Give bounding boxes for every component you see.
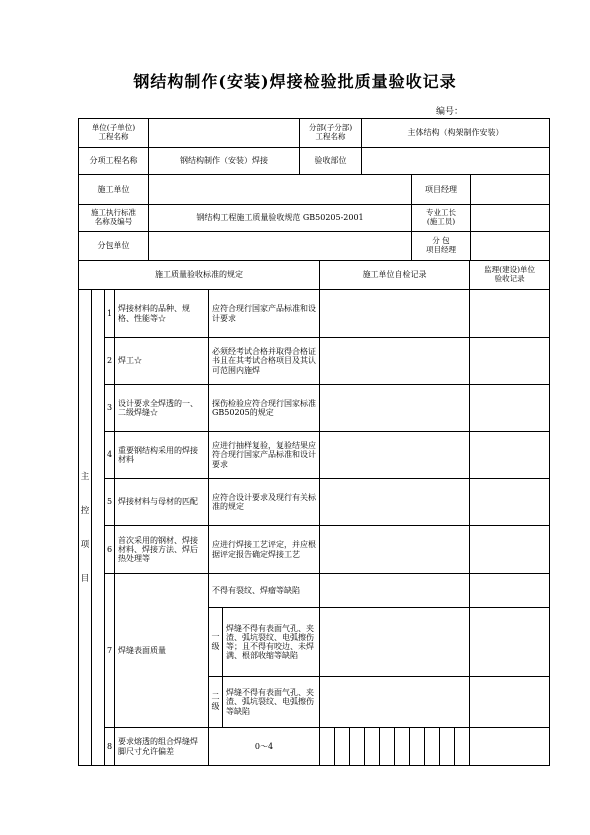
measure-cell[interactable] [365,728,380,766]
item-requirement: 应符合设计要求及现行有关标准的规定 [209,479,320,526]
item-no: 4 [105,432,115,479]
item-no: 3 [105,385,115,432]
grade-2-label: 二 级 [209,677,223,728]
item-name: 首次采用的钢材、焊接材料、焊接方法、焊后热处理等 [115,526,209,574]
main-control-char-4: 目 [80,573,90,584]
sub-manager-label: 分 包 项目经理 [412,232,471,261]
item-requirement: 必须经考试合格并取得合格证书且在其考试合格项目及其认可范围内施焊 [209,338,320,385]
grade-2-self-check[interactable] [320,677,470,728]
acceptance-part-value[interactable] [362,148,550,175]
item-supervisor[interactable] [470,479,550,526]
item-requirement: 不得有裂纹、焊瘤等缺陷 [209,574,320,608]
item-name: 设计要求全焊透的一、二级焊缝☆ [115,385,209,432]
item-name: 焊缝表面质量 [115,574,209,728]
grade-1-label: 一 级 [209,608,223,677]
measure-cell[interactable] [440,728,455,766]
page-title: 钢结构制作(安装)焊接检验批质量验收记录 [133,72,457,91]
standard-value[interactable]: 钢结构工程施工质量验收规范 GB50205-2001 [149,205,412,232]
subitem-name-label: 分项工程名称 [79,148,149,175]
item-name: 焊接材料与母材的匹配 [115,479,209,526]
standard-label: 施工执行标准 名称及编号 [79,205,149,232]
project-manager-label: 项目经理 [412,175,471,205]
grade-1-requirement: 焊缝不得有表面气孔、夹渣、弧坑裂纹、电弧擦伤等；且不得有咬边、未焊满、根部收缩等缺陷 [223,608,320,677]
item-requirement: 应进行焊接工艺评定，并应根据评定报告确定焊接工艺 [209,526,320,574]
division-name-label: 分部(子分部) 工程名称 [300,119,362,148]
item-name: 焊接材料的品种、规格、性能等☆ [115,290,209,338]
grade-2-requirement: 焊缝不得有表面气孔、夹渣、弧坑裂纹、电弧擦伤等缺陷 [223,677,320,728]
item-requirement: 探伤检验应符合现行国家标准GB50205的规定 [209,385,320,432]
standard-column-header: 施工质量验收标准的规定 [79,261,320,290]
foreman-value[interactable] [471,205,550,232]
subcontractor-label: 分包单位 [79,232,149,261]
measure-cell[interactable] [395,728,410,766]
item-no: 6 [105,526,115,574]
item-requirement: 0～4 [209,728,320,766]
construction-unit-value[interactable] [149,175,412,205]
main-control-char-3: 项 [80,539,90,550]
item-self-check[interactable] [320,479,470,526]
grade-2-supervisor[interactable] [470,677,550,728]
item-supervisor[interactable] [470,290,550,338]
item-no: 8 [105,728,115,766]
item-self-check[interactable] [320,290,470,338]
main-control-char-1: 主 [80,471,90,482]
measure-cell[interactable] [380,728,395,766]
info-table [78,174,550,261]
acceptance-part-label: 验收部位 [300,148,362,175]
item-supervisor[interactable] [470,338,550,385]
sub-manager-value[interactable] [471,232,550,261]
supervisor-column-header: 监理(建设)单位 验收记录 [470,261,550,290]
item-requirement: 应进行抽样复验，复验结果应符合现行国家产品标准和设计要求 [209,432,320,479]
header-table [78,118,550,175]
main-control-char-2: 控 [80,505,90,516]
subcontractor-value[interactable] [149,232,412,261]
item-self-check[interactable] [320,385,470,432]
item-supervisor[interactable] [470,728,550,766]
division-name-value[interactable]: 主体结构（构架制作安装） [362,119,550,148]
measure-cell[interactable] [335,728,350,766]
measure-cell[interactable] [455,728,470,766]
measure-cell[interactable] [410,728,425,766]
item-self-check[interactable] [320,338,470,385]
item-supervisor[interactable] [470,574,550,608]
project-manager-value[interactable] [471,175,550,205]
item-no: 5 [105,479,115,526]
item-no: 7 [105,574,115,728]
grade-1-supervisor[interactable] [470,608,550,677]
record-code [434,104,465,117]
record-code-label: 编号： [436,107,464,117]
item-no: 1 [105,290,115,338]
item-self-check[interactable] [320,574,470,608]
measure-cell[interactable] [425,728,440,766]
spacer-column [92,290,105,766]
unit-name-label: 单位(子单位) 工程名称 [79,119,149,148]
item-supervisor[interactable] [470,526,550,574]
item-no: 2 [105,338,115,385]
measure-cell[interactable] [320,728,335,766]
item-name: 重要钢结构采用的焊接材料 [115,432,209,479]
item-name: 焊工☆ [115,338,209,385]
foreman-label: 专业工长 (施工员) [412,205,471,232]
measure-cell[interactable] [350,728,365,766]
item-supervisor[interactable] [470,385,550,432]
main-control-label [79,290,92,766]
item-supervisor[interactable] [470,432,550,479]
construction-unit-label: 施工单位 [79,175,149,205]
unit-name-value[interactable] [149,119,300,148]
item-self-check[interactable] [320,432,470,479]
subitem-name-value[interactable]: 钢结构制作（安装）焊接 [149,148,300,175]
item-requirement: 应符合现行国家产品标准和设计要求 [209,290,320,338]
item-self-check[interactable] [320,526,470,574]
grade-1-self-check[interactable] [320,608,470,677]
inspection-table [78,260,550,766]
self-check-column-header: 施工单位自检记录 [320,261,470,290]
item-name: 要求熔透的组合焊缝焊脚尺寸允许偏差 [115,728,209,766]
